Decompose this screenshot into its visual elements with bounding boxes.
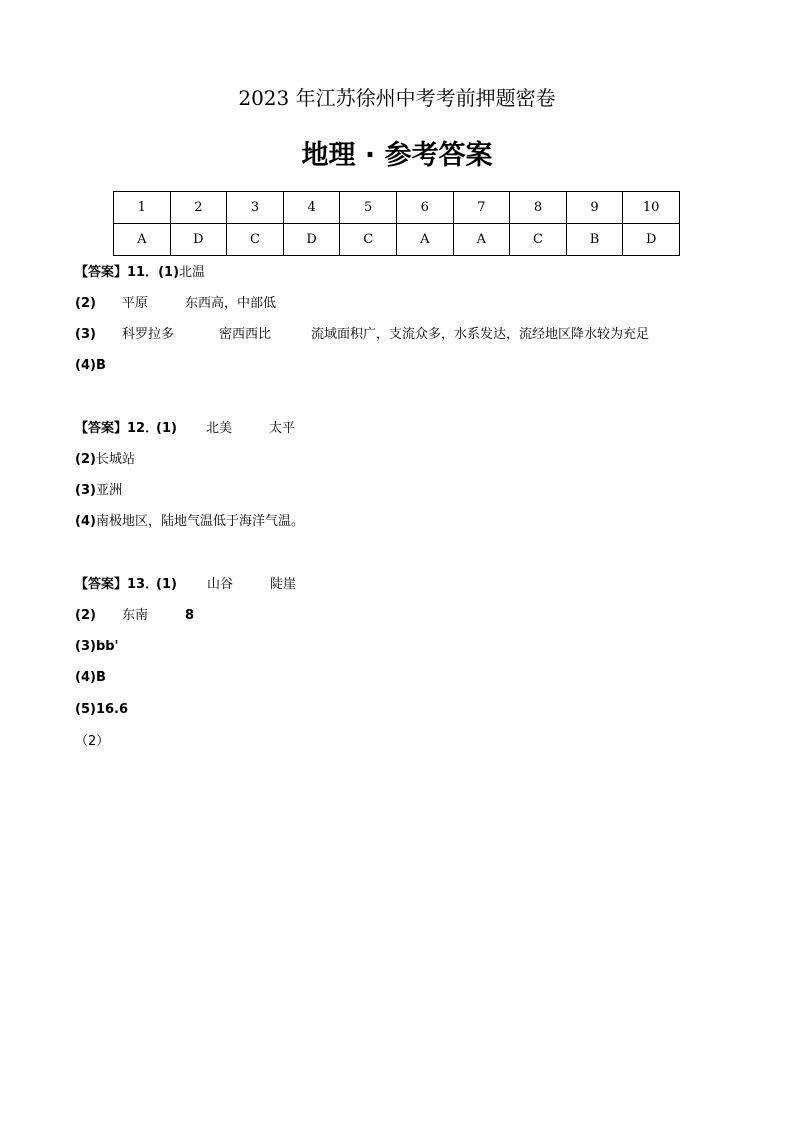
q13-line-2: [75, 607, 475, 625]
q13-line-5: [75, 701, 128, 719]
question-number-cell: 5: [340, 192, 397, 224]
question-number-cell: 8: [510, 192, 567, 224]
answer-cell: D: [623, 224, 680, 256]
question-number-cell: 9: [566, 192, 623, 224]
q13-part2-answer-b: 8: [185, 608, 195, 623]
answer-cell: B: [566, 224, 623, 256]
q11-part3-answer-c: 流域面积广，支流众多，水系发达，流经地区降水较为充足: [311, 327, 650, 342]
answer-cell: A: [114, 224, 171, 256]
q13-part1-marker: (1): [156, 577, 177, 592]
q12-line-2: [75, 451, 135, 469]
q11-part2-answer-a: 平原: [122, 296, 149, 311]
page-subtitle: 地理 · 参考答案: [301, 140, 493, 171]
q12-part1-marker: (1): [156, 421, 177, 436]
q11-line-3: [75, 326, 715, 344]
q11-part4-marker: (4): [75, 358, 96, 373]
q12-part1-answer-a: 北美: [206, 421, 233, 436]
question-number-cell: 3: [227, 192, 284, 224]
page-title: 2023 年江苏徐州中考考前押题密卷: [238, 86, 556, 110]
q13-part2-answer-a: 东南: [122, 608, 149, 623]
q12-part3-marker: (3): [75, 483, 96, 498]
q11-line-4: [75, 357, 106, 375]
q11-part3-answer-a: 科罗拉多: [122, 327, 175, 342]
answer-cell: C: [340, 224, 397, 256]
q13-line-6: [75, 733, 109, 751]
answer-cell: C: [510, 224, 567, 256]
q13-part2-marker: (2): [75, 608, 96, 623]
answer-cell: A: [453, 224, 510, 256]
answer-cell: D: [283, 224, 340, 256]
q12-part1-answer-b: 太平: [269, 421, 296, 436]
q13-part3-marker: (3): [75, 639, 96, 654]
q13-part1-answer-b: 陡崖: [270, 577, 297, 592]
question-number-row: [114, 192, 680, 224]
q11-part4-answer: B: [95, 358, 106, 373]
q13-label: 【答案】13．: [75, 577, 159, 592]
question-number-cell: 6: [396, 192, 453, 224]
question-number-cell: 1: [114, 192, 171, 224]
q12-part4-marker: (4): [75, 514, 96, 529]
q11-part1-marker: (1): [158, 265, 180, 280]
q11-part2-marker: (2): [75, 296, 96, 311]
q11-line-2: [75, 295, 715, 313]
q12-line-3: [75, 482, 122, 500]
q11-part3-marker: (3): [75, 327, 96, 342]
question-number-cell: 4: [283, 192, 340, 224]
q12-part4-answer: 南极地区，陆地气温低于海洋气温。: [95, 514, 304, 529]
q13-line-1: [75, 576, 475, 594]
q13-part4-answer: B: [95, 670, 106, 685]
q11-part1-answer: 北温: [179, 265, 206, 280]
q11-label: 【答案】11．: [75, 265, 159, 280]
answer-cell: D: [170, 224, 227, 256]
answer-table: [113, 191, 680, 256]
q11-part2-answer-b: 东西高，中部低: [185, 296, 277, 311]
q13-extra-note: （2）: [75, 734, 110, 749]
q12-label: 【答案】12．: [75, 421, 159, 436]
question-number-cell: 7: [453, 192, 510, 224]
q13-part1-answer-a: 山谷: [207, 577, 234, 592]
q13-part5-answer: 16.6: [95, 702, 129, 717]
question-number-cell: 2: [170, 192, 227, 224]
q13-part4-marker: (4): [75, 670, 96, 685]
q12-part2-answer: 长城站: [95, 452, 135, 467]
q12-line-4: [75, 513, 304, 531]
q13-line-3: [75, 638, 119, 656]
answer-cell: C: [227, 224, 284, 256]
question-number-cell: 10: [623, 192, 680, 224]
answer-cell: A: [396, 224, 453, 256]
q12-line-1: [75, 420, 475, 438]
q12-part3-answer: 亚洲: [95, 483, 122, 498]
q11-part3-answer-b: 密西西比: [219, 327, 272, 342]
q11-line-1: [75, 264, 205, 282]
q13-part5-marker: (5): [75, 702, 96, 717]
q13-part3-answer: bb': [95, 639, 119, 654]
q12-part2-marker: (2): [75, 452, 96, 467]
answer-row: [114, 224, 680, 256]
q13-line-4: [75, 669, 106, 687]
